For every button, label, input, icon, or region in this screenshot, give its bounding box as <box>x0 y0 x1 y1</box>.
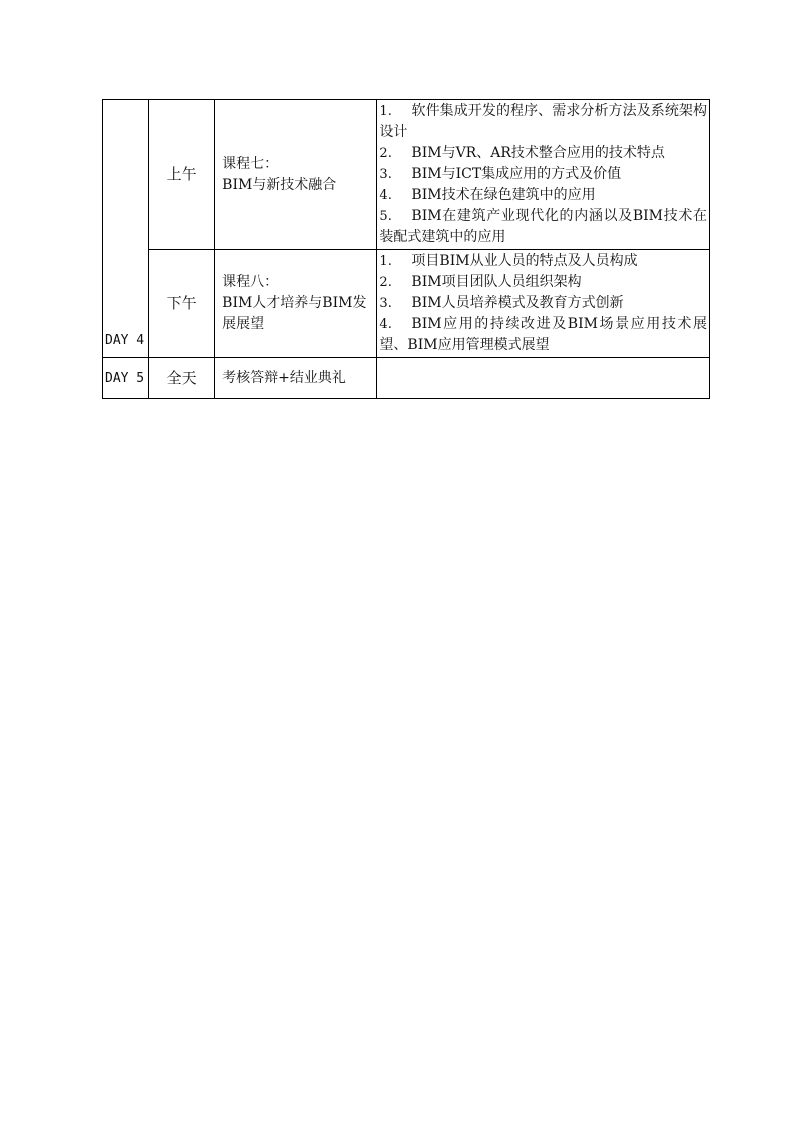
item-text: 软件集成开发的程序、需求分析方法及系统架构设计 <box>379 103 707 140</box>
day-label: DAY 4 <box>103 100 149 358</box>
time-slot-label: 全天 <box>149 358 215 399</box>
item-number: 2. <box>379 146 392 161</box>
course-content-cell <box>377 100 710 250</box>
item-number: 1. <box>379 104 392 119</box>
course-schedule-table <box>102 99 710 399</box>
item-text: BIM与ICT集成应用的方式及价值 <box>411 166 622 182</box>
list-item <box>379 101 707 143</box>
item-text: BIM与VR、AR技术整合应用的技术特点 <box>411 145 665 161</box>
course-content-cell <box>377 250 710 358</box>
list-item <box>379 206 707 248</box>
item-text: BIM应用的持续改进及BIM场景应用技术展望、BIM应用管理模式展望 <box>379 316 707 353</box>
list-item <box>379 143 707 164</box>
list-item <box>379 251 707 272</box>
day4-morning-row <box>103 100 710 250</box>
day5-row <box>103 358 710 399</box>
item-text: BIM技术在绿色建筑中的应用 <box>411 187 596 203</box>
list-item <box>379 272 707 293</box>
course-content-list <box>379 251 707 356</box>
list-item <box>379 164 707 185</box>
course-content-list <box>379 101 707 248</box>
item-number: 2. <box>379 275 392 290</box>
list-item <box>379 293 707 314</box>
course-name-line2: 展展望 <box>222 316 265 332</box>
item-text: 项目BIM从业人员的特点及人员构成 <box>411 253 638 269</box>
time-slot-label: 下午 <box>149 250 215 358</box>
course-name: 考核答辩+结业典礼 <box>215 358 377 399</box>
course-title: 课程七： <box>222 155 279 172</box>
item-text: BIM在建筑产业现代化的内涵以及BIM技术在装配式建筑中的应用 <box>379 208 707 245</box>
item-text: BIM项目团队人员组织架构 <box>411 274 582 290</box>
item-number: 4. <box>379 317 392 332</box>
day4-afternoon-row <box>103 250 710 358</box>
item-number: 4. <box>379 188 392 203</box>
course-name-line1: BIM人才培养与BIM发 <box>222 295 367 311</box>
list-item <box>379 185 707 206</box>
course-cell <box>215 250 377 358</box>
course-content-cell <box>377 358 710 399</box>
time-slot-label: 上午 <box>149 100 215 250</box>
item-number: 5. <box>379 209 392 224</box>
course-title: 课程八： <box>222 274 279 290</box>
course-cell <box>215 100 377 250</box>
course-name: BIM与新技术融合 <box>222 176 337 193</box>
day-label: DAY 5 <box>103 358 149 399</box>
item-number: 3. <box>379 167 392 182</box>
item-text: BIM人员培养模式及教育方式创新 <box>411 295 624 311</box>
item-number: 1. <box>379 254 392 269</box>
item-number: 3. <box>379 296 392 311</box>
list-item <box>379 314 707 356</box>
